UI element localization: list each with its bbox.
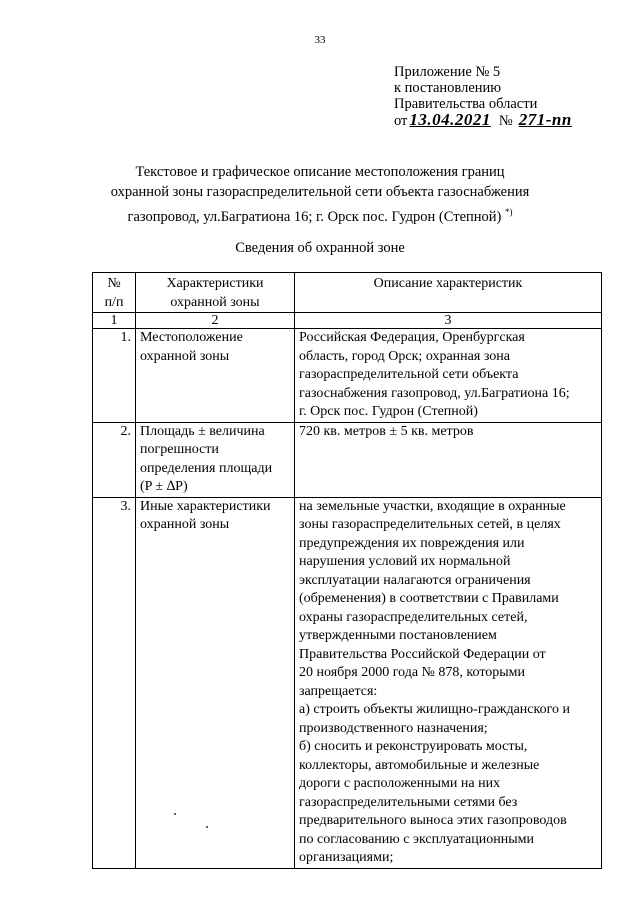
section-title: Сведения об охранной зоне xyxy=(235,240,405,256)
number-label: № xyxy=(498,113,513,129)
description-line: б) сносить и реконструировать мосты, xyxy=(299,739,528,754)
description-line: (обременения) в соответствии с Правилами xyxy=(299,591,559,606)
description-line: нарушения условий их нормальной xyxy=(299,554,511,569)
row-number: 2. xyxy=(93,422,136,497)
header-number: № п/п xyxy=(93,273,136,313)
appendix-block xyxy=(394,64,572,129)
characteristic-line: охранной зоны xyxy=(140,348,230,364)
description-line: утвержденными постановлением xyxy=(299,628,497,643)
handwritten-date: 13.04.2021 xyxy=(409,110,491,129)
description-line: запрещается: xyxy=(299,683,378,699)
row-description xyxy=(295,329,602,423)
description-line: 20 ноября 2000 года № 878, которыми xyxy=(299,665,526,680)
table-header-row xyxy=(93,273,602,313)
appendix-date-line xyxy=(394,112,572,129)
index-cell: 3 xyxy=(295,313,602,329)
description-line: Правительства Российской Федерации от xyxy=(299,646,546,662)
appendix-line-3: Правительства области xyxy=(394,96,538,112)
characteristic-line: Местоположение xyxy=(140,330,243,345)
header-description: Описание характеристик xyxy=(295,273,602,313)
description-line: газораспределительной сети объекта xyxy=(299,367,519,382)
document-title xyxy=(90,162,550,227)
appendix-line-1: Приложение № 5 xyxy=(394,64,501,80)
description-line: зоны газораспределительных сетей, в целях xyxy=(299,517,561,532)
from-label: от xyxy=(394,113,408,129)
table-index-row xyxy=(93,313,602,329)
description-line: на земельные участки, входящие в охранные xyxy=(299,498,566,514)
characteristic-line: охранной зоны xyxy=(140,517,230,532)
description-line: Российская Федерация, Оренбургская xyxy=(299,330,525,345)
description-line: г. Орск пос. Гудрон (Степной) xyxy=(299,404,478,419)
scan-speck xyxy=(174,813,176,815)
row-characteristic xyxy=(136,422,295,497)
description-line: а) строить объекты жилищно-гражданского и xyxy=(299,702,570,717)
index-cell: 2 xyxy=(136,313,295,329)
row-description xyxy=(295,497,602,868)
header-characteristic: Характеристики охранной зоны xyxy=(136,273,295,313)
footnote-mark: *) xyxy=(505,207,513,217)
row-characteristic xyxy=(136,329,295,423)
title-line-3: газопровод, ул.Багратиона 16; г. Орск пос. Гудрон (Степной) *) xyxy=(127,207,513,225)
description-line: 720 кв. метров ± 5 кв. метров xyxy=(299,423,474,439)
description-line: производственного назначения; xyxy=(299,720,488,736)
index-cell: 1 xyxy=(93,313,136,329)
description-line: газоснабжения газопровод, ул.Багратиона 16; xyxy=(299,385,570,401)
page-number: 33 xyxy=(314,34,326,46)
title-line-2: охранной зоны газораспределительной сети объекта газоснабжения xyxy=(110,184,530,200)
row-number: 3. xyxy=(93,497,136,868)
description-line: дороги с расположенными на них xyxy=(299,776,501,791)
description-line: газораспределительными сетями без xyxy=(299,794,518,810)
scan-speck xyxy=(206,826,208,828)
row-characteristic xyxy=(136,497,295,868)
description-line: эксплуатации налагаются ограничения xyxy=(299,572,531,588)
protection-zone-table xyxy=(92,272,602,869)
description-line: организациями; xyxy=(299,850,394,865)
description-line: по согласованию с эксплуатационными xyxy=(299,831,534,847)
title-line-1: Текстовое и графическое описание местоположения границ xyxy=(135,164,505,180)
characteristic-line: погрешности xyxy=(140,442,219,457)
row-description xyxy=(295,422,602,497)
row-number: 1. xyxy=(93,329,136,423)
table-row xyxy=(93,497,602,868)
characteristic-line: Площадь ± величина xyxy=(140,423,265,439)
characteristic-line: определения площади xyxy=(140,460,273,476)
characteristic-line: Иные характеристики xyxy=(140,498,271,514)
description-line: предупреждения их повреждения или xyxy=(299,535,525,551)
description-line: предварительного выноса этих газопроводов xyxy=(299,813,567,828)
description-line: область, город Орск; охранная зона xyxy=(299,348,510,364)
appendix-line-2: к постановлению xyxy=(394,80,502,96)
description-line: охраны газораспределительных сетей, xyxy=(299,609,528,625)
description-line: коллекторы, автомобильные и железные xyxy=(299,757,540,773)
table-row xyxy=(93,422,602,497)
table-row xyxy=(93,329,602,423)
characteristic-line: (P ± ∆P) xyxy=(140,479,188,494)
handwritten-number: 271-пп xyxy=(518,110,572,129)
